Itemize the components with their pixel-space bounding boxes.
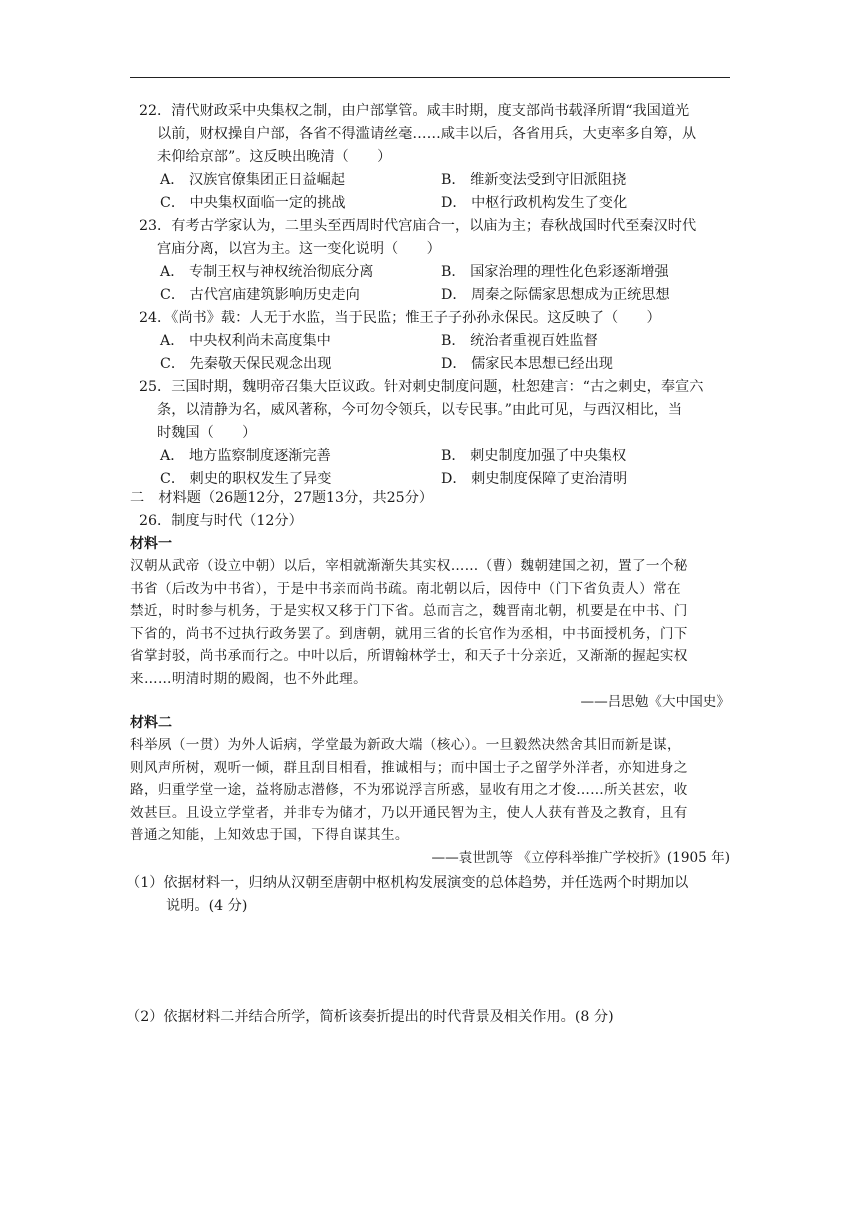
question-23-option-d: D． 周秦之际儒家思想成为正统思想 xyxy=(441,287,670,303)
material-1 xyxy=(130,533,730,713)
question-22-option-a: A． 汉族官僚集团正日益崛起 xyxy=(160,172,346,188)
question-23-options-row-1 xyxy=(130,261,730,284)
question-22-line-3: 未仰给京部”。这反映出晚清（ ） xyxy=(157,149,392,165)
material-1-line-2: 书省（后改为中书省），于是中书亲而尚书疏。南北朝以后，因侍中（门下省负责人）常在 xyxy=(130,580,681,597)
material-1-line-3: 禁近，时时参与机务，于是实权又移于门下省。总而言之，魏晋南北朝，机要是在中书、门 xyxy=(130,603,688,620)
question-24 xyxy=(130,307,730,376)
question-23 xyxy=(130,215,730,307)
question-25-option-d: D． 刺史制度保障了吏治清明 xyxy=(441,471,628,487)
material-2-line-5: 普通之知能，上知效忠于国，下得自谋其生。 xyxy=(130,827,409,844)
material-1-title: 材料一 xyxy=(130,536,172,552)
material-2-line-2: 则风声所树，观听一倾，群且刮目相看，推诚相与；而中国士子之留学外洋者，亦知进身之 xyxy=(130,759,688,776)
question-24-options-row-1 xyxy=(130,330,730,353)
question-25-line-2: 条，以清静为名，威风著称，今可勿令领兵，以专民事。”由此可见，与西汉相比，当 xyxy=(157,402,683,418)
material-1-line-5: 省掌封驳，尚书承而行之。中叶以后，所谓翰林学士，和天子十分亲近，又渐渐的握起实权 xyxy=(130,648,688,665)
question-23-line-2: 宫庙分离，以宫为主。这一变化说明（ ） xyxy=(157,241,441,257)
section-2 xyxy=(130,487,730,533)
question-25-options-row-1 xyxy=(130,445,730,468)
question-25-line-1: 25．三国时期，魏明帝召集大臣议政。针对刺史制度问题，杜恕建言：“古之刺史，奉宣六 xyxy=(139,379,704,395)
material-1-line-6: 来……明清时期的殿阁，也不外此理。 xyxy=(130,670,368,687)
header-rule xyxy=(130,77,730,78)
material-2-line-1: 科举夙（一贯）为外人诟病，学堂最为新政大端（核心）。一旦毅然决然舍其旧而新是谋， xyxy=(130,737,681,753)
question-24-line-1: 24．《尚书》载：人无于水监，当于民监；惟王子子孙孙永保民。这反映了（ ） xyxy=(139,310,661,326)
question-23-option-a: A． 专制王权与神权统治彻底分离 xyxy=(160,264,374,280)
question-22 xyxy=(130,100,730,215)
sub-question-1-line-1: （1）依据材料一，归纳从汉朝至唐朝中枢机构发展演变的总体趋势，并任选两个时期加以 xyxy=(126,875,689,891)
material-2-source: ——袁世凯等 《立停科举推广学校折》(1905 年) xyxy=(431,849,730,866)
question-22-option-b: B． 维新变法受到守旧派阻挠 xyxy=(441,172,627,188)
material-1-source: ——吕思勉《大中国史》 xyxy=(580,693,730,710)
material-1-line-4: 下省的，尚书不过执行政务罢了。到唐朝，就用三省的长官作为丞相，中书面授机务，门下 xyxy=(130,625,688,642)
section-2-heading: 二 材料题（26题12分，27题13分，共25分） xyxy=(130,490,434,506)
question-22-line-2: 以前，财权操自户部，各省不得滥请丝毫……咸丰以后，各省用兵，大吏率多自筹，从 xyxy=(157,126,697,142)
question-22-options-row-1 xyxy=(130,169,730,192)
material-2-line-3: 路，归重学堂一途，益将励志潜修，不为邪说浮言所惑，显收有用之才俊……所关甚宏，收 xyxy=(130,782,688,799)
question-25-line-3: 时魏国（ ） xyxy=(157,425,257,441)
question-23-option-b: B． 国家治理的理性化色彩逐渐增强 xyxy=(441,264,669,280)
question-24-options-row-2 xyxy=(130,353,730,376)
question-23-line-1: 23．有考古学家认为，二里头至西周时代宫庙合一，以庙为主；春秋战国时代至秦汉时代 xyxy=(139,218,697,234)
question-24-option-a: A． 中央权利尚未高度集中 xyxy=(160,333,331,349)
question-23-option-c: C． 古代宫庙建筑影响历史走向 xyxy=(160,287,360,303)
material-2-title: 材料二 xyxy=(130,715,172,731)
question-25 xyxy=(130,376,730,491)
question-22-option-c: C． 中央集权面临一定的挑战 xyxy=(160,195,346,211)
material-1-line-1: 汉朝从武帝（设立中朝）以后，宰相就渐渐失其实权……（曹）魏朝建国之初，置了一个秘 xyxy=(130,558,688,574)
material-2-line-4: 效甚巨。且设立学堂者，并非专为储才，乃以开通民智为主，使人人获有普及之教育，且有 xyxy=(130,804,688,821)
sub-question-2-line-1: （2）依据材料二并结合所学，简析该奏折提出的时代背景及相关作用。(8 分) xyxy=(126,1009,614,1025)
sub-question-2 xyxy=(126,1006,730,1029)
question-22-line-1: 22．清代财政采中央集权之制，由户部掌管。咸丰时期，度支部尚书载泽所谓“我国道光 xyxy=(139,103,690,119)
question-23-options-row-2 xyxy=(130,284,730,307)
question-22-option-d: D． 中枢行政机构发生了变化 xyxy=(441,195,628,211)
sub-question-1-line-2: 说明。(4 分) xyxy=(166,898,248,914)
question-22-options-row-2 xyxy=(130,192,730,215)
sub-question-1 xyxy=(126,872,730,918)
material-2 xyxy=(130,712,730,869)
question-24-option-c: C． 先秦敬天保民观念出现 xyxy=(160,356,332,372)
question-25-option-c: C． 刺史的职权发生了异变 xyxy=(160,471,332,487)
question-25-option-b: B． 刺史制度加强了中央集权 xyxy=(441,448,627,464)
question-24-option-d: D． 儒家民本思想已经出现 xyxy=(441,356,613,372)
question-26-title: 26．制度与时代（12分） xyxy=(139,513,303,529)
question-25-option-a: A． 地方监察制度逐渐完善 xyxy=(160,448,331,464)
question-24-option-b: B． 统治者重视百姓监督 xyxy=(441,333,598,349)
